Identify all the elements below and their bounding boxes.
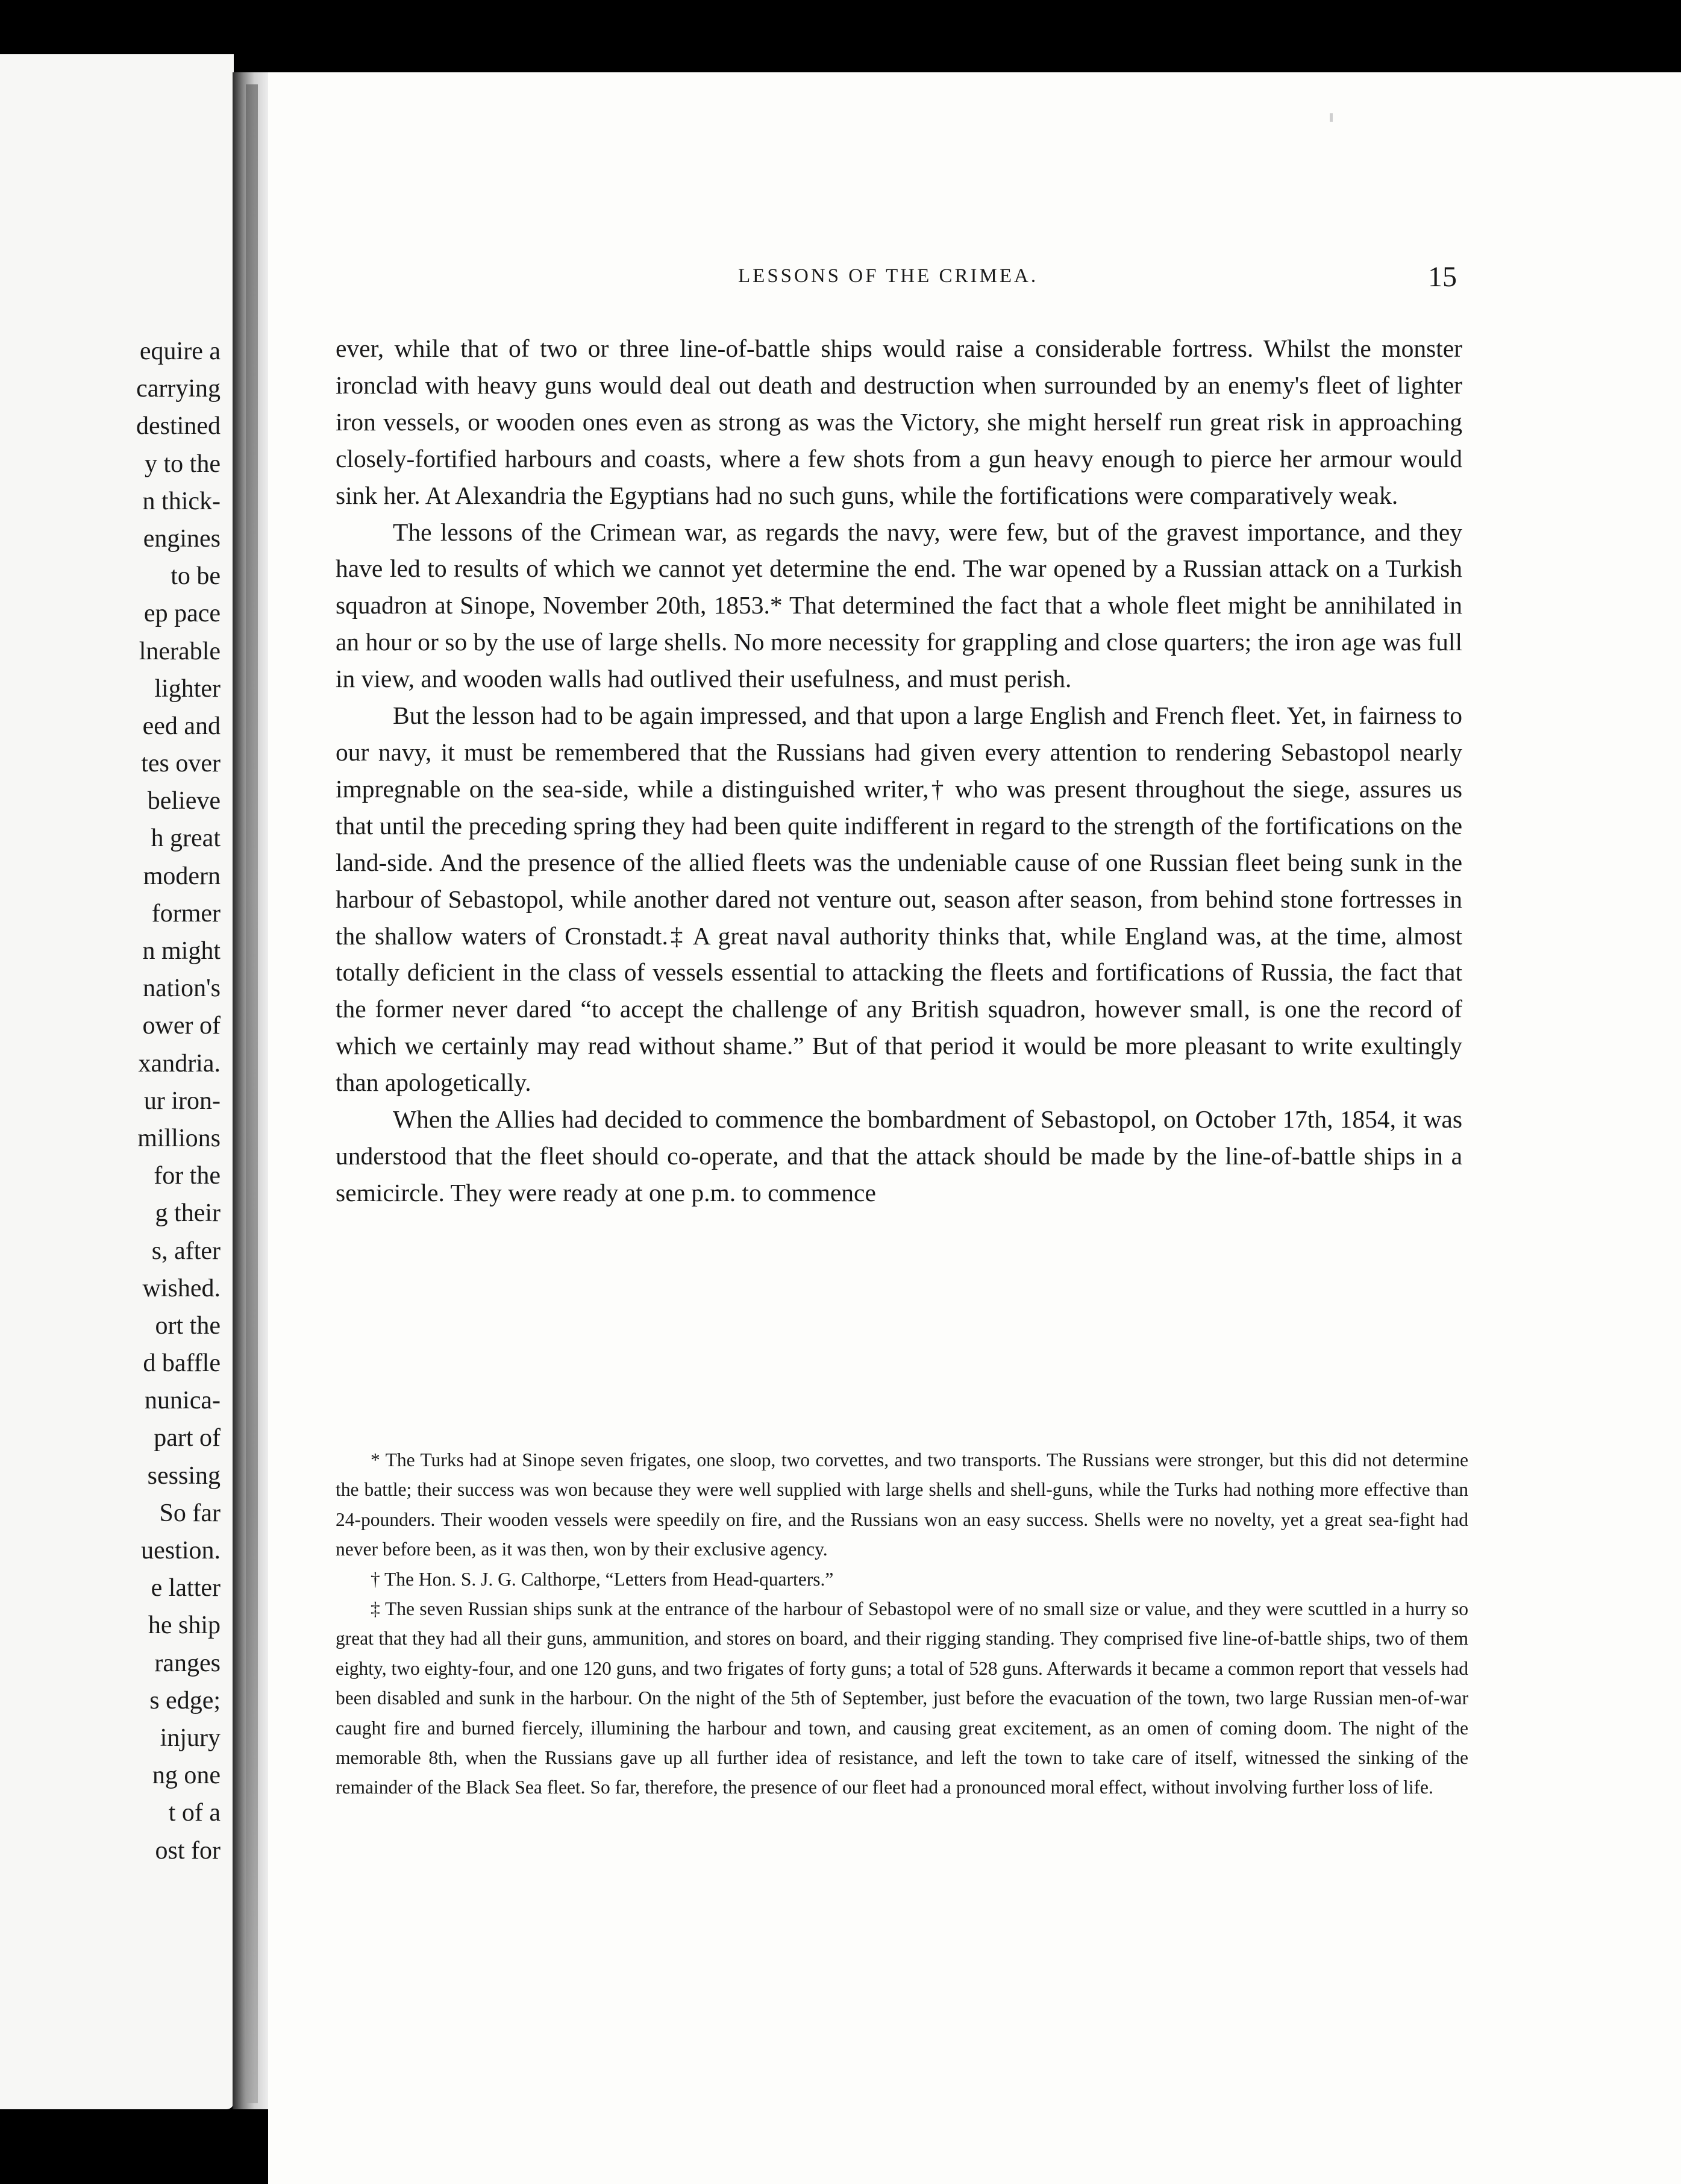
footnote-calthorpe: † The Hon. S. J. G. Calthorpe, “Letters from Head-quarters.” <box>371 1568 834 1590</box>
facing-page-line: ur iron- <box>143 1087 221 1115</box>
footnote-russian-ships: ‡ The seven Russian ships sunk at the entrance of the harbour of Sebastopol were of no small size or value, and they were scuttled in a hurry so great that they had all their guns, ammunition, and stores on board, and their rigging standing. They comprised five line-of-battle ships, two of them eighty, two eighty-four, and one 120 guns, and two frigates of forty guns; a total of 528 guns. Afterwards it became a common report that vessels had been disabled and sunk in the harbour. On the night of the 5th of September, just before the evacuation of the town, two large Russian men-of-war caught fire and burned fiercely, illumining the harbour and town, and causing great excitement, as an omen of coming doom. The night of the memorable 8th, when the Russians gave up all further idea of resistance, and left the town to take care of itself, witnessed the sinking of the remainder of the Black Sea fleet. So far, therefore, the presence of our fleet had a pronounced moral effect, without involving further loss of life. <box>336 1598 1468 1798</box>
facing-page-line: lighter <box>154 674 221 703</box>
paragraph-4: When the Allies had decided to commence the bombardment of Sebastopol, on October 17th, 1854, it was understood that the fleet should co-operate, and that the attack should be made by the line-of-battle ships in a semicircle. They were ready at one p.m. to commence <box>336 1105 1462 1207</box>
facing-page-line: lnerable <box>139 637 221 665</box>
facing-page-line: wished. <box>142 1274 221 1302</box>
facing-page-line: nunica- <box>145 1387 221 1415</box>
facing-page-line: part of <box>154 1424 221 1452</box>
facing-page-line: for the <box>154 1162 221 1190</box>
facing-page-line: modern <box>143 862 221 890</box>
facing-page-line: engines <box>143 524 221 553</box>
facing-page-text <box>4 333 221 1869</box>
facing-page-line: believe <box>147 787 221 815</box>
facing-page-line: n thick- <box>142 487 221 515</box>
facing-page-line: So far <box>159 1499 221 1527</box>
facing-page-line: s, after <box>151 1237 221 1265</box>
facing-page-line: equire a <box>139 337 221 365</box>
facing-page-line: tes over <box>141 750 221 778</box>
running-title: LESSONS OF THE CRIMEA. <box>738 265 1039 287</box>
facing-page-line: he ship <box>148 1611 221 1640</box>
facing-page <box>0 54 234 2109</box>
footnote-sinope: * The Turks had at Sinope seven frigates, one sloop, two corvettes, and two transports. The Russians were stronger, but this did not determine the battle; their success was won because they were well supplied with large shells and shell-guns, while the Turks had nothing more effective than 24-pounders. Their wooden vessels were speedily on fire, and the Russians won an easy success. Shells were no novelty, yet a great sea-fight had never before been, as it was then, won by their exclusive agency. <box>336 1449 1468 1560</box>
scan-speck <box>1330 113 1333 122</box>
footnotes <box>336 1445 1468 1803</box>
facing-page-line: h great <box>151 824 221 853</box>
paragraph-3: But the lesson had to be again impressed, and that upon a large English and French fleet. Yet, in fairness to our navy, it must be remembered that the Russians had given every attention to rendering Sebastopol nearly impregnable on the sea-side, while a distinguished writer,† who was present throughout the siege, assures us that until the preceding spring they had been quite indifferent in regard to the strength of the fortifications on the land-side. And the presence of the allied fleets was the undeniable cause of one Russian fleet being sunk in the harbour of Sebastopol, while another dared not venture out, season after season, from behind stone fortresses in the shallow waters of Cronstadt.‡ A great naval authority thinks that, while England was, at the time, almost totally deficient in the class of vessels essential to attacking the fleets and fortifications of Russia, the fact that the former never dared “to accept the challenge of any British squadron, however small, is one the record of which we certainly may read without shame.” But of that period it would be more pleasant to write exultingly than apologetically. <box>336 701 1462 1097</box>
paragraph-2: The lessons of the Crimean war, as regards the navy, were few, but of the gravest importance, and they have led to results of which we cannot yet determine the end. The war opened by a Russian attack on a Turkish squadron at Sinope, November 20th, 1853.* That determined the fact that a whole fleet might be annihilated in an hour or so by the use of large shells. No more necessity for grappling and close quarters; the iron age was full in view, and wooden walls had outlived their usefulness, and must perish. <box>336 518 1462 693</box>
facing-page-line: d baffle <box>143 1349 221 1378</box>
facing-page-line: ort the <box>155 1311 221 1340</box>
facing-page-line: carrying <box>136 375 221 403</box>
facing-page-line: ep pace <box>143 600 221 628</box>
facing-page-line: y to the <box>145 450 221 478</box>
gutter-shadow <box>246 84 258 2103</box>
main-page <box>268 72 1681 2184</box>
facing-page-line: destined <box>136 412 221 441</box>
facing-page-line: injury <box>160 1724 221 1752</box>
facing-page-line: ranges <box>154 1649 221 1677</box>
facing-page-line: eed and <box>142 712 221 740</box>
facing-page-line: e latter <box>151 1574 221 1602</box>
facing-page-line: xandria. <box>138 1049 221 1078</box>
facing-page-line: t of a <box>168 1799 221 1827</box>
facing-page-line: sessing <box>147 1461 221 1490</box>
facing-page-line: ost for <box>155 1836 221 1865</box>
facing-page-line: s edge; <box>149 1686 221 1715</box>
facing-page-line: ng one <box>152 1762 221 1790</box>
page-number: 15 <box>1428 261 1457 293</box>
page-header <box>268 261 1681 301</box>
facing-page-line: millions <box>137 1124 221 1152</box>
facing-page-line: to be <box>171 562 221 591</box>
paragraph-1: ever, while that of two or three line-of-battle ships would raise a considerable fortress. Whilst the monster ironclad with heavy guns would deal out death and destruction when surrounded by an enemy's fleet of lighter iron vessels, or wooden ones even as strong as was the Victory, she might herself run great risk in approaching closely-fortified harbours and coasts, where a few shots from a gun heavy enough to pierce her armour would sink her. At Alexandria the Egyptians had no such guns, while the fortifications were comparatively weak. <box>336 334 1462 509</box>
facing-page-line: ower of <box>142 1012 221 1040</box>
facing-page-line: nation's <box>143 974 221 1003</box>
body-text <box>336 330 1462 1211</box>
facing-page-line: n might <box>142 937 221 965</box>
facing-page-line: g their <box>155 1199 221 1228</box>
facing-page-line: former <box>151 899 221 927</box>
facing-page-line: uestion. <box>141 1537 221 1564</box>
